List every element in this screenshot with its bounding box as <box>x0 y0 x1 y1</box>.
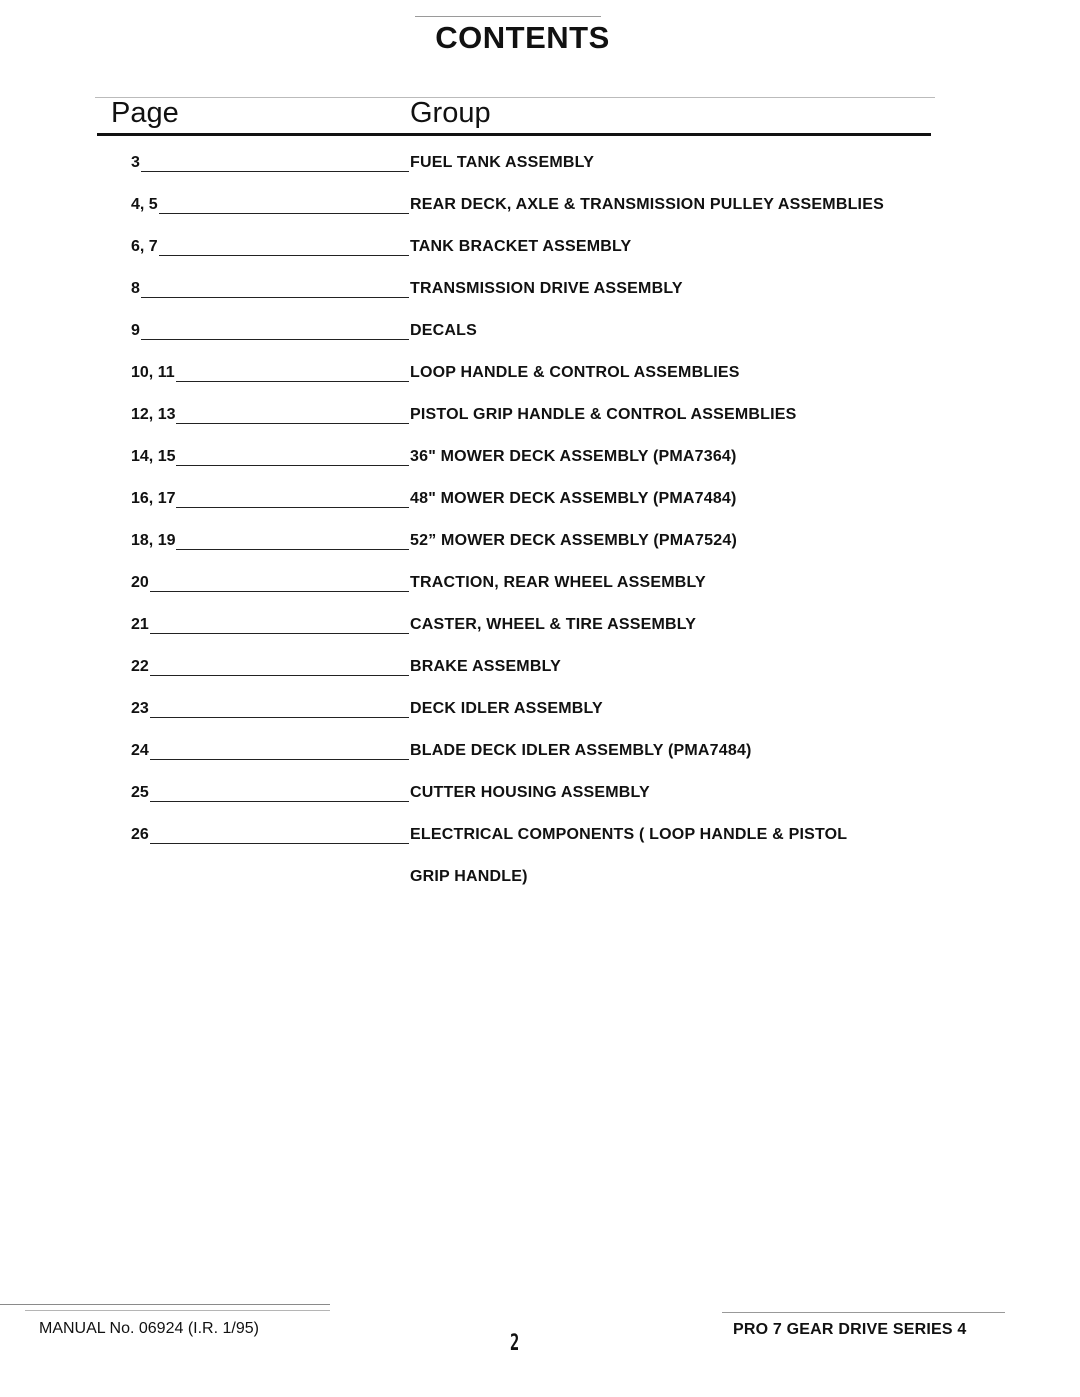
toc-entry[interactable] <box>0 154 1080 178</box>
leader-line <box>131 213 409 214</box>
toc-group: DECALS <box>410 322 477 339</box>
toc-group: FUEL TANK ASSEMBLY <box>410 154 595 171</box>
leader-line <box>131 339 409 340</box>
toc-group: BLADE DECK IDLER ASSEMBLY (PMA7484) <box>410 742 752 759</box>
toc-entry[interactable] <box>0 406 1080 430</box>
leader-line <box>131 759 409 760</box>
toc-page: 26 <box>131 826 149 843</box>
manual-number: MANUAL No. 06924 (I.R. 1/95) <box>39 1320 259 1337</box>
title-top-rule <box>415 16 601 17</box>
toc-page: 3 <box>131 154 140 171</box>
toc-group: 48" MOWER DECK ASSEMBLY (PMA7484) <box>410 490 737 507</box>
toc-page: 22 <box>131 658 149 675</box>
toc-entry[interactable] <box>0 700 1080 724</box>
leader-line <box>131 255 409 256</box>
toc-page: 20 <box>131 574 149 591</box>
header-thin-rule <box>95 97 935 98</box>
toc-group: 52” MOWER DECK ASSEMBLY (PMA7524) <box>410 532 737 549</box>
leader-line <box>131 801 409 802</box>
toc-page: 23 <box>131 700 149 717</box>
toc-group: LOOP HANDLE & CONTROL ASSEMBLIES <box>410 364 740 381</box>
toc-entry[interactable] <box>0 826 1080 850</box>
toc-entry[interactable] <box>0 238 1080 262</box>
toc-page: 8 <box>131 280 140 297</box>
toc-entry[interactable] <box>0 742 1080 766</box>
toc-page: 4, 5 <box>131 196 158 213</box>
toc-group: ELECTRICAL COMPONENTS ( LOOP HANDLE & PISTOL <box>410 826 848 843</box>
toc-group: TANK BRACKET ASSEMBLY <box>410 238 632 255</box>
leader-line <box>131 675 409 676</box>
toc-group: TRACTION, REAR WHEEL ASSEMBLY <box>410 574 706 591</box>
footer-rule-left-secondary <box>25 1310 330 1311</box>
toc-entry[interactable] <box>0 280 1080 304</box>
toc-group: TRANSMISSION DRIVE ASSEMBLY <box>410 280 683 297</box>
header-rule <box>97 133 931 136</box>
toc-entry[interactable] <box>0 448 1080 472</box>
leader-line <box>131 591 409 592</box>
footer-rule-left <box>0 1304 330 1305</box>
toc-page: 14, 15 <box>131 448 176 465</box>
toc-page: 10, 11 <box>131 364 175 381</box>
toc-entry[interactable] <box>0 574 1080 598</box>
toc-group: DECK IDLER ASSEMBLY <box>410 700 603 717</box>
toc-page: 18, 19 <box>131 532 176 549</box>
toc-page: 21 <box>131 616 149 633</box>
toc-entry[interactable] <box>0 364 1080 388</box>
footer-rule-right <box>722 1312 1005 1313</box>
toc-entry[interactable] <box>0 196 1080 220</box>
toc-page: 24 <box>131 742 149 759</box>
toc-entry[interactable] <box>0 616 1080 640</box>
column-header-page: Page <box>111 97 179 129</box>
page-title: CONTENTS <box>435 20 610 55</box>
toc-group: BRAKE ASSEMBLY <box>410 658 561 675</box>
toc-page: 16, 17 <box>131 490 176 507</box>
toc-entry[interactable] <box>0 658 1080 682</box>
leader-line <box>131 171 409 172</box>
toc-entry[interactable] <box>0 784 1080 808</box>
toc-page: 25 <box>131 784 149 801</box>
toc-group: CASTER, WHEEL & TIRE ASSEMBLY <box>410 616 697 633</box>
column-header-group: Group <box>410 97 491 129</box>
toc-page: 12, 13 <box>131 406 176 423</box>
toc-page: 6, 7 <box>131 238 158 255</box>
page-number: 2 <box>510 1331 520 1356</box>
toc-group: CUTTER HOUSING ASSEMBLY <box>410 784 650 801</box>
leader-line <box>131 633 409 634</box>
toc-entry[interactable] <box>0 532 1080 556</box>
series-name: PRO 7 GEAR DRIVE SERIES 4 <box>733 1321 967 1338</box>
toc-entry[interactable] <box>0 322 1080 346</box>
leader-line <box>131 297 409 298</box>
toc-entry[interactable] <box>0 490 1080 514</box>
toc-group-continued[interactable]: GRIP HANDLE) <box>410 868 528 885</box>
toc-group: 36" MOWER DECK ASSEMBLY (PMA7364) <box>410 448 737 465</box>
leader-line <box>131 717 409 718</box>
leader-line <box>131 843 409 844</box>
toc-group: REAR DECK, AXLE & TRANSMISSION PULLEY ASSEMBLIES <box>410 196 884 213</box>
toc-page: 9 <box>131 322 140 339</box>
toc-group: PISTOL GRIP HANDLE & CONTROL ASSEMBLIES <box>410 406 797 423</box>
